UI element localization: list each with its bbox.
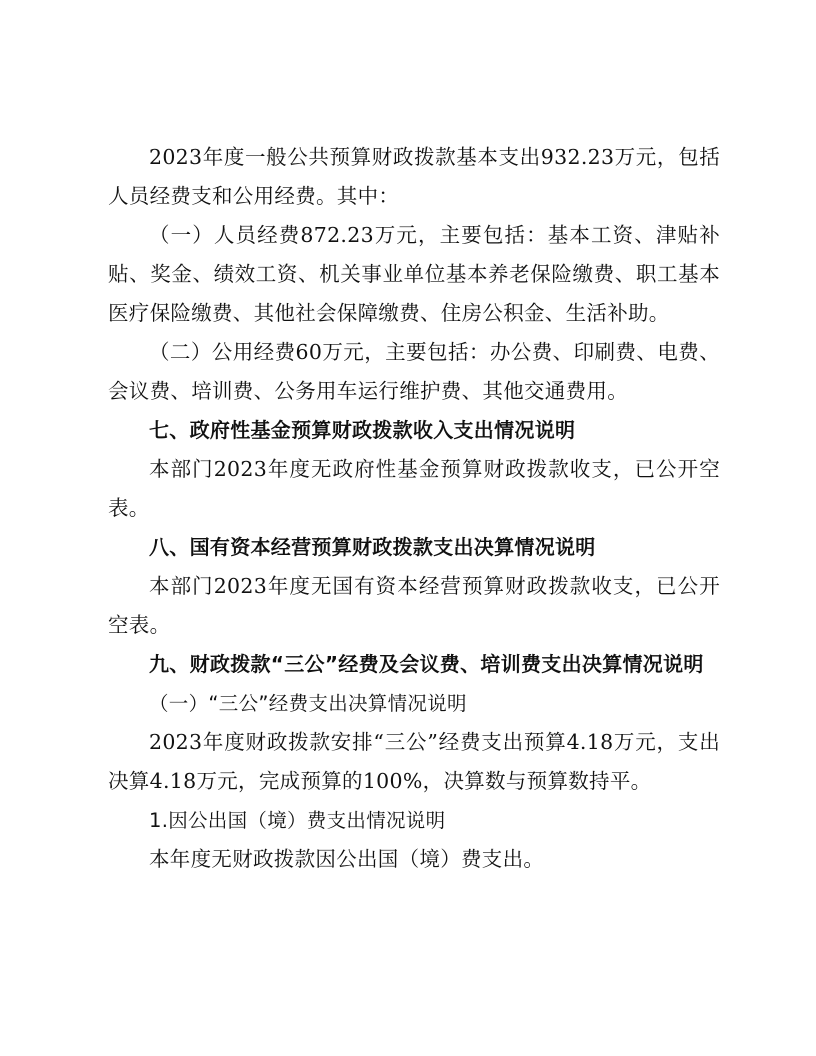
paragraph-state-capital: 本部门2023年度无国有资本经营预算财政拨款收支，已公开空表。 (108, 574, 720, 637)
paragraph-overseas-expenses: 本年度无财政拨款因公出国（境）费支出。 (149, 847, 545, 871)
section-heading-7: 七、政府性基金预算财政拨款收入支出情况说明 (149, 418, 576, 442)
paragraph-public-expenses: （二）公用经费60万元，主要包括：办公费、印刷费、电费、会议费、培训费、公务用车运行维护费、其他交通费用。 (108, 340, 720, 403)
paragraph-basic-expenditure: 2023年度一般公共预算财政拨款基本支出932.23万元，包括人员经费支和公用经费。其中： (108, 145, 720, 208)
section-heading-8: 八、国有资本经营预算财政拨款支出决算情况说明 (149, 535, 596, 559)
subsection-heading-three-public: （一）“三公”经费支出决算情况说明 (149, 692, 467, 715)
section-heading-9: 九、财政拨款“三公”经费及会议费、培训费支出决算情况说明 (149, 652, 704, 676)
paragraph-personnel-expenses: （一）人员经费872.23万元，主要包括：基本工资、津贴补贴、奖金、绩效工资、机关事业单位基本养老保险缴费、职工基本医疗保险缴费、其他社会保障缴费、住房公积金、生活补助。 (108, 223, 720, 325)
document-body (108, 138, 720, 879)
paragraph-government-fund: 本部门2023年度无政府性基金预算财政拨款收支，已公开空表。 (108, 457, 720, 520)
subsection-heading-overseas: 1.因公出国（境）费支出情况说明 (149, 809, 446, 832)
paragraph-three-public-budget: 2023年度财政拨款安排“三公”经费支出预算4.18万元，支出决算4.18万元，完成预算的100%，决算数与预算数持平。 (108, 730, 720, 793)
